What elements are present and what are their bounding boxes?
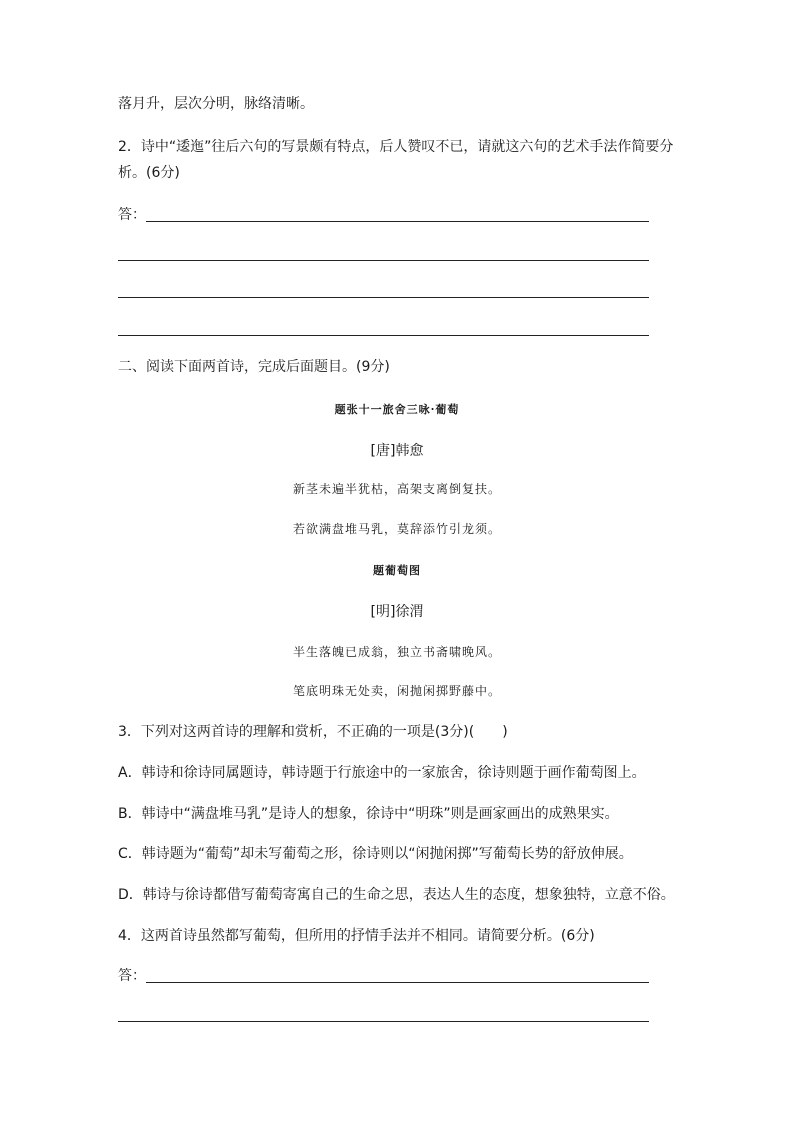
intro-tail-text: 落月升，层次分明，脉络清晰。: [118, 96, 314, 112]
poem-2-line-1: 半生落魄已成翁，独立书斋啸晚风。: [292, 645, 501, 659]
poem-1-line-1: 新茎未遍半犹枯，高架支离倒复扶。: [292, 482, 501, 496]
poem-2-line-2: 笔底明珠无处卖，闲抛闲掷野藤中。: [292, 684, 501, 698]
question-3-option-a: A．韩诗和徐诗同属题诗，韩诗题于行旅途中的一家旅舍，徐诗则题于画作葡萄图上。: [118, 765, 646, 781]
answer-line[interactable]: [146, 982, 649, 983]
poem-2-author: [明]徐渭: [370, 604, 424, 620]
poem-1-line-2: 若欲满盘堆马乳，莫辞添竹引龙须。: [292, 522, 501, 536]
answer-line[interactable]: [118, 260, 649, 261]
question-3-option-c: C．韩诗题为“葡萄”却未写葡萄之形，徐诗则以“闲抛闲掷”写葡萄长势的舒放伸展。: [118, 846, 633, 862]
section-2-heading: 二、阅读下面两首诗，完成后面题目。(9分): [118, 359, 390, 375]
poem-2-title: 题葡萄图: [373, 564, 421, 577]
question-4-stem: 4．这两首诗虽然都写葡萄，但所用的抒情手法并不相同。请简要分析。(6分): [118, 928, 595, 944]
answer-line[interactable]: [118, 297, 649, 298]
answer-line[interactable]: [146, 221, 649, 222]
answer-label: 答：: [118, 207, 146, 223]
answer-line[interactable]: [118, 335, 649, 336]
question-3-option-b: B．韩诗中“满盘堆马乳”是诗人的想象，徐诗中“明珠”则是画家画出的成熟果实。: [118, 806, 619, 822]
answer-label: 答：: [118, 968, 146, 984]
question-3-stem: 3．下列对这两首诗的理解和赏析，不正确的一项是(3分)( ): [118, 724, 508, 740]
poem-1-author: [唐]韩愈: [370, 443, 424, 459]
question-2-line-1: 2．诗中“逶迤”往后六句的写景颇有特点，后人赞叹不已，请就这六句的艺术手法作简要分: [118, 139, 674, 155]
question-2-line-2: 析。(6分): [118, 165, 180, 181]
answer-line[interactable]: [118, 1021, 649, 1022]
poem-1-title: 题张十一旅舍三咏·葡萄: [334, 403, 460, 416]
question-3-option-d: D．韩诗与徐诗都借写葡萄寄寓自己的生命之思，表达人生的态度，想象独特，立意不俗。: [118, 887, 675, 903]
